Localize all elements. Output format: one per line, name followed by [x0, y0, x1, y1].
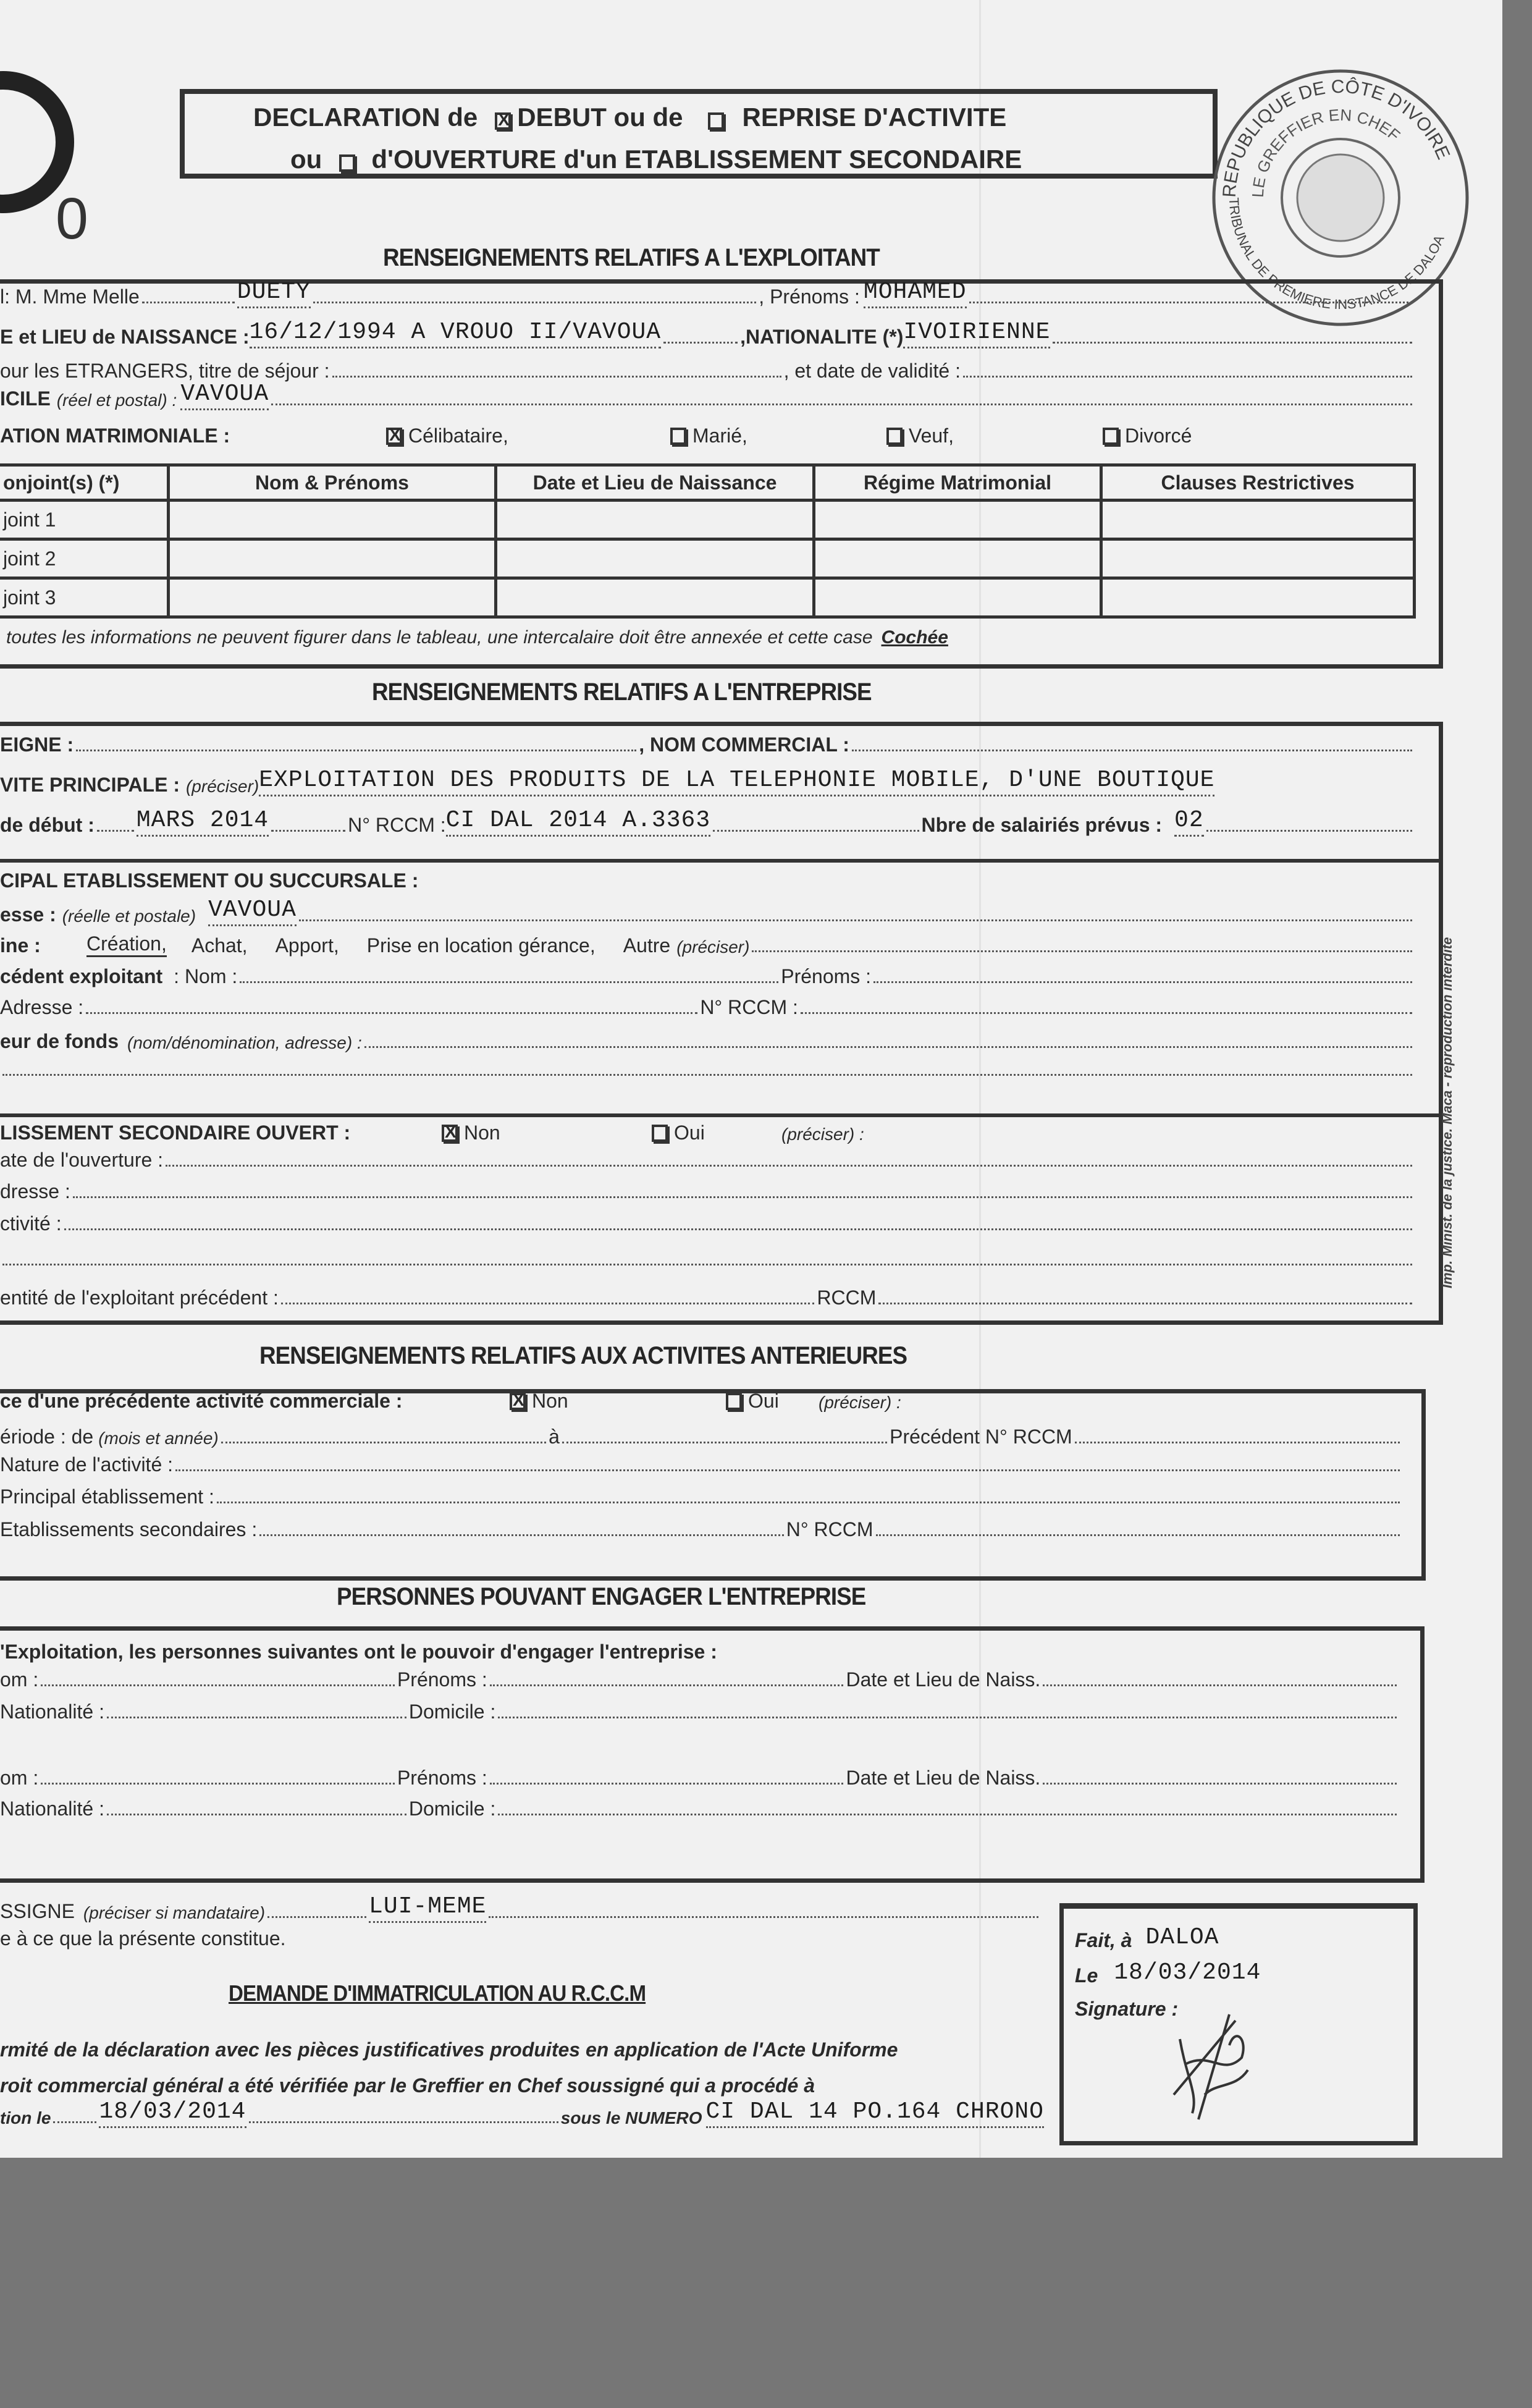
- cell[interactable]: [496, 501, 814, 539]
- precedent-adresse-row: [0, 992, 1415, 1019]
- domicile-hint: (réel et postal) :: [56, 391, 177, 410]
- ou-label: ou: [290, 145, 322, 174]
- ant-secondaires-label: Etablissements secondaires :: [0, 1518, 258, 1540]
- le-label: Le: [1075, 1964, 1098, 1987]
- personne-2-row: [0, 1762, 1399, 1789]
- activite-hint: (préciser): [185, 777, 259, 796]
- soussigne-row: [0, 1893, 1041, 1923]
- prenoms-label: Prénoms :: [397, 1668, 487, 1691]
- cell[interactable]: [169, 501, 496, 539]
- option-label: Veuf,: [909, 425, 954, 447]
- secondaire-non[interactable]: [442, 1122, 652, 1144]
- nationalite-label: Nationalité :: [0, 1700, 104, 1723]
- soussigne-value[interactable]: LUI-MEME: [369, 1893, 486, 1923]
- table-row: [0, 501, 1415, 539]
- rccm-value[interactable]: CI DAL 2014 A.3363: [446, 807, 710, 837]
- periode-a-field[interactable]: [562, 1442, 887, 1443]
- table-row: [0, 578, 1415, 617]
- enseigne-field[interactable]: [76, 750, 636, 751]
- table-note: [6, 621, 948, 648]
- ant-principal-field[interactable]: [217, 1502, 1400, 1503]
- row-label: joint 1: [0, 501, 169, 539]
- ouverture-label: d'OUVERTURE d'un ETABLISSEMENT SECONDAIRE: [371, 145, 1022, 174]
- prenoms-field[interactable]: [490, 1684, 844, 1686]
- le-row: [1075, 1960, 1261, 1987]
- fonds-label: eur de fonds: [0, 1030, 119, 1052]
- signature-label: Signature :: [1075, 1998, 1179, 2020]
- activite-label: VITE PRINCIPALE :: [0, 774, 180, 796]
- ant-rccm-label: N° RCCM: [786, 1518, 873, 1540]
- origine-apport[interactable]: Apport,: [275, 934, 339, 957]
- sec-activite-label: ctivité :: [0, 1212, 62, 1235]
- sec-blank-field[interactable]: [2, 1264, 1412, 1265]
- note-text: toutes les informations ne peuvent figurer dans le tableau, une intercalaire doit être annexée et cette case: [6, 627, 873, 648]
- secondaire-label: LISSEMENT SECONDAIRE OUVERT :: [0, 1122, 351, 1144]
- naissance-row: [0, 321, 1415, 349]
- etrangers-label: our les ETRANGERS, titre de séjour :: [0, 360, 330, 382]
- checkbox[interactable]: [670, 428, 686, 445]
- etrangers-row: [0, 355, 1415, 382]
- leader: [489, 1916, 1038, 1918]
- precedent-rccm-field[interactable]: [1075, 1442, 1400, 1443]
- debut-value[interactable]: MARS 2014: [137, 807, 269, 837]
- titre-sejour-field[interactable]: [332, 376, 781, 378]
- checkbox[interactable]: [726, 1393, 742, 1410]
- demande-line-2: roit commercial général a été vérifiée par le Greffier en Chef soussigné qui a procédé à: [0, 2074, 815, 2097]
- checkbox[interactable]: [652, 1125, 668, 1142]
- identite-rccm-field[interactable]: [878, 1303, 1412, 1304]
- precedent-label: cédent exploitant: [0, 965, 163, 987]
- cell[interactable]: [169, 578, 496, 617]
- option-marie[interactable]: [670, 425, 886, 447]
- leader: [313, 302, 756, 303]
- salaries-label: Nbre de salairiés prévus :: [921, 814, 1163, 836]
- activite-row: [0, 769, 1502, 796]
- identite-rccm-label: RCCM: [817, 1286, 877, 1309]
- demande-line-3: [0, 2098, 1044, 2128]
- ouverture-checkbox[interactable]: [339, 154, 355, 172]
- periode-hint: (mois et année): [98, 1429, 219, 1448]
- cell[interactable]: [1101, 578, 1415, 617]
- adresse-hint: (réelle et postale): [62, 906, 196, 926]
- demande-numero-label: sous le NUMERO: [560, 2108, 702, 2127]
- ant-principal-label: Principal établissement :: [0, 1485, 214, 1508]
- ouverture-row: [0, 1144, 1415, 1172]
- ant-principal-row: [0, 1481, 1402, 1508]
- precedente-row: [0, 1385, 1402, 1413]
- handwritten-signature: [1161, 2002, 1273, 2126]
- ouverture-label: ate de l'ouverture :: [0, 1149, 164, 1171]
- checkbox[interactable]: [1103, 428, 1119, 445]
- demande-title: DEMANDE D'IMMATRICULATION AU R.C.C.M: [229, 1980, 646, 2006]
- domicile-label: ICILE: [0, 387, 51, 410]
- section-title-anterieures: RENSEIGNEMENTS RELATIFS AUX ACTIVITES ANTERIEURES: [259, 1342, 907, 1369]
- debut-checkbox[interactable]: [495, 112, 511, 130]
- nature-label: Nature de l'activité :: [0, 1453, 174, 1476]
- validite-field[interactable]: [963, 376, 1412, 378]
- option-label: Divorcé: [1125, 425, 1192, 447]
- adresse-row: [0, 899, 1415, 926]
- demande-numero-value[interactable]: CI DAL 14 PO.164 CHRONO: [706, 2098, 1045, 2128]
- autre-field[interactable]: [752, 950, 1412, 952]
- option-label: Non: [532, 1390, 568, 1412]
- section-title-entreprise: RENSEIGNEMENTS RELATIFS A L'ENTREPRISE: [372, 678, 872, 706]
- precedent-nom-field[interactable]: [240, 981, 778, 983]
- leader: [142, 302, 235, 303]
- naiss-label: Date et Lieu de Naiss.: [846, 1668, 1041, 1691]
- origine-row: [0, 930, 1415, 957]
- fait-value[interactable]: DALOA: [1145, 1924, 1219, 1951]
- col-header: Nom & Prénoms: [169, 465, 496, 501]
- personne-2-row-2: [0, 1793, 1399, 1820]
- secondaire-row: [0, 1117, 1415, 1144]
- nationalite-label: ,NATIONALITE (*): [740, 326, 904, 348]
- ant-secondaires-row: [0, 1514, 1402, 1541]
- secondaire-oui[interactable]: [652, 1122, 781, 1144]
- nature-row: [0, 1449, 1402, 1476]
- demande-date-label: tion le: [0, 2108, 51, 2127]
- cell[interactable]: [1101, 539, 1415, 578]
- fonds-field[interactable]: [364, 1046, 1412, 1048]
- salaries-value[interactable]: 02: [1174, 807, 1204, 837]
- cell[interactable]: [496, 539, 814, 578]
- leader: [1053, 342, 1412, 344]
- adresse-value[interactable]: VAVOUA: [208, 897, 297, 926]
- adresse-label: esse :: [0, 903, 56, 926]
- enseigne-label: EIGNE :: [0, 733, 74, 756]
- matrimoniale-label: ATION MATRIMONIALE :: [0, 425, 230, 447]
- periode-de-field[interactable]: [221, 1442, 546, 1443]
- declaration-label: DECLARATION de: [253, 103, 478, 132]
- rccm-label: N° RCCM :: [348, 814, 446, 836]
- nom-commercial-label: , NOM COMMERCIAL :: [639, 733, 849, 756]
- cell[interactable]: [814, 578, 1101, 617]
- origine-location-gerance[interactable]: Prise en location gérance,: [366, 934, 596, 957]
- precedent-prenoms-label: Prénoms :: [781, 965, 872, 987]
- option-celibataire[interactable]: [386, 425, 670, 447]
- nom-label: om :: [0, 1668, 39, 1691]
- fonds-hint: (nom/dénomination, adresse) :: [127, 1033, 362, 1052]
- option-veuf[interactable]: [886, 425, 1103, 447]
- leader: [271, 403, 1412, 405]
- nom-commercial-field[interactable]: [852, 750, 1412, 751]
- ant-secondaires-field[interactable]: [259, 1534, 784, 1536]
- soussigne-hint: (préciser si mandataire): [83, 1903, 266, 1922]
- margin-number: 0: [56, 186, 88, 251]
- option-divorce[interactable]: [1103, 425, 1192, 447]
- checkbox[interactable]: [510, 1393, 526, 1410]
- declaration-line-2: [290, 140, 1022, 174]
- precedent-rccm-label: Précédent N° RCCM: [890, 1426, 1072, 1448]
- domicile-field[interactable]: [498, 1814, 1397, 1815]
- identite-label: entité de l'exploitant précédent :: [0, 1286, 279, 1309]
- section-title-exploitant: RENSEIGNEMENTS RELATIFS A L'EXPLOITANT: [383, 244, 880, 271]
- precedente-oui[interactable]: [726, 1390, 819, 1413]
- periode-row: [0, 1421, 1402, 1448]
- origine-achat[interactable]: Achat,: [191, 934, 248, 957]
- validite-label: , et date de validité :: [783, 360, 961, 382]
- col-header: onjoint(s) (*): [0, 465, 169, 501]
- col-header: Régime Matrimonial: [814, 465, 1101, 501]
- fonds-field-2[interactable]: [2, 1074, 1412, 1076]
- precedent-row: [0, 961, 1415, 988]
- precedent-rccm-field[interactable]: [801, 1012, 1412, 1014]
- nationalite-field[interactable]: [107, 1814, 406, 1815]
- precedent-adresse-field[interactable]: [86, 1012, 697, 1014]
- le-value[interactable]: 18/03/2014: [1114, 1959, 1261, 1986]
- stamp-top-text: REPUBLIQUE DE CÔTE D'IVOIRE: [1219, 76, 1454, 198]
- conjoints-table: [0, 463, 1416, 619]
- nom-value[interactable]: DUETY: [237, 279, 311, 308]
- fonds-row-2: [0, 1054, 1415, 1081]
- option-label: Oui: [748, 1390, 779, 1412]
- demande-line-1: rmité de la déclaration avec les pièces justificatives produites en application de l'Acte Uniforme: [0, 2038, 898, 2061]
- reprise-label: REPRISE D'ACTIVITE: [742, 103, 1007, 132]
- personne-1-row: [0, 1664, 1399, 1691]
- principal-heading: CIPAL ETABLISSEMENT OU SUCCURSALE :: [0, 869, 419, 892]
- precedente-label: ce d'une précédente activité commerciale :: [0, 1390, 403, 1412]
- nationalite-value[interactable]: IVOIRIENNE: [903, 319, 1050, 349]
- debut-label: de début :: [0, 814, 95, 836]
- option-label: Non: [464, 1122, 500, 1144]
- leader: [271, 830, 345, 832]
- demande-date-value[interactable]: 18/03/2014: [99, 2098, 246, 2128]
- divider: [0, 859, 1443, 863]
- precedent-adresse-label: Adresse :: [0, 996, 84, 1018]
- periode-label: ériode : de: [0, 1426, 94, 1448]
- leader: [969, 302, 1412, 303]
- prenoms-field[interactable]: [490, 1783, 844, 1785]
- cochee-link[interactable]: Cochée: [881, 627, 948, 648]
- stamp-bottom-text: TRIBUNAL DE PREMIERE INSTANCE DE DALOA: [1226, 197, 1447, 313]
- leader: [1206, 830, 1412, 832]
- sec-activite-field[interactable]: [64, 1228, 1412, 1230]
- soussigne-label: SSIGNE: [0, 1900, 75, 1922]
- sec-adresse-field[interactable]: [73, 1196, 1412, 1198]
- debut-label: DEBUT ou de: [517, 103, 683, 132]
- sec-adresse-label: dresse :: [0, 1180, 70, 1202]
- ant-rccm-field[interactable]: [876, 1534, 1400, 1536]
- option-label: Célibataire,: [408, 425, 508, 447]
- checkbox[interactable]: [386, 428, 402, 445]
- leader: [299, 919, 1412, 921]
- identite-row: [0, 1282, 1415, 1309]
- prenoms-label: , Prénoms :: [759, 285, 860, 308]
- declaration-line-1: [253, 98, 1006, 132]
- origine-autre[interactable]: Autre: [623, 934, 671, 957]
- precedente-hint: (préciser) :: [819, 1393, 901, 1412]
- printer-side-text: Imp. Minist. de la justice. Maca - reproduction interdite: [1439, 937, 1455, 1288]
- leader: [249, 2121, 558, 2123]
- debut-row: [0, 809, 1415, 837]
- table-row: [0, 539, 1415, 578]
- naiss-field[interactable]: [1043, 1684, 1397, 1686]
- sec-activite-row: [0, 1208, 1415, 1235]
- nom-field[interactable]: [41, 1684, 395, 1686]
- activite-value[interactable]: EXPLOITATION DES PRODUITS DE LA TELEPHONIE MOBILE, D'UNE BOUTIQUE: [259, 767, 1214, 796]
- precedent-prenoms-field[interactable]: [873, 981, 1412, 983]
- nature-field[interactable]: [175, 1469, 1400, 1471]
- cell[interactable]: [814, 501, 1101, 539]
- leader: [53, 2121, 96, 2123]
- matrimoniale-row: [0, 420, 1415, 447]
- a-label: à: [549, 1426, 560, 1448]
- stamp-center-text: LE GREFFIER EN CHEF: [1248, 105, 1404, 198]
- cell[interactable]: [1101, 501, 1415, 539]
- precedent-rccm-label: N° RCCM :: [700, 996, 798, 1018]
- checkbox[interactable]: [886, 428, 903, 445]
- section-title-personnes: PERSONNES POUVANT ENGAGER L'ENTREPRISE: [337, 1583, 866, 1610]
- prenoms-label: Prénoms :: [397, 1767, 487, 1789]
- origine-creation[interactable]: Création,: [86, 932, 167, 957]
- option-label: Marié,: [692, 425, 747, 447]
- personne-1-row-2: [0, 1696, 1399, 1723]
- cell[interactable]: [496, 578, 814, 617]
- personnes-intro: 'Exploitation, les personnes suivantes ont le pouvoir d'engager l'entreprise :: [0, 1641, 717, 1663]
- row-label: joint 2: [0, 539, 169, 578]
- enseigne-row: [0, 729, 1415, 756]
- domicile-value[interactable]: VAVOUA: [180, 381, 269, 410]
- nationalite-field[interactable]: [107, 1717, 406, 1718]
- naissance-label: E et LIEU de NAISSANCE :: [0, 326, 250, 348]
- option-label: Oui: [674, 1122, 705, 1144]
- leader: [713, 830, 919, 832]
- ouverture-field[interactable]: [166, 1165, 1412, 1167]
- domicile-field[interactable]: [498, 1717, 1397, 1718]
- row-label: joint 3: [0, 578, 169, 617]
- domicile-label: Domicile :: [408, 1798, 496, 1820]
- identite-field[interactable]: [281, 1303, 815, 1304]
- domicile-label: Domicile :: [408, 1700, 496, 1723]
- prenoms-value[interactable]: MOHAMED: [864, 279, 967, 308]
- naiss-label: Date et Lieu de Naiss.: [846, 1767, 1041, 1789]
- nom-label: l: M. Mme Melle: [0, 285, 140, 308]
- sec-blank-row: [0, 1243, 1415, 1270]
- secondaire-hint: (préciser) :: [781, 1125, 864, 1144]
- fait-row: [1075, 1925, 1219, 1952]
- cell[interactable]: [169, 539, 496, 578]
- naissance-value[interactable]: 16/12/1994 A VROUO II/VAVOUA: [250, 319, 662, 349]
- cell[interactable]: [814, 539, 1101, 578]
- table-header-row: [0, 465, 1415, 501]
- origine-hint: (préciser): [676, 937, 750, 957]
- fait-label: Fait, à: [1075, 1929, 1132, 1951]
- domicile-row: [0, 383, 1415, 410]
- col-header: Clauses Restrictives: [1101, 465, 1415, 501]
- sec-adresse-row: [0, 1176, 1415, 1203]
- soussigne-line-2: e à ce que la présente constitue.: [0, 1927, 286, 1950]
- leader: [663, 342, 738, 344]
- precedent-nom-label: : Nom :: [174, 965, 238, 987]
- origine-label: ine :: [0, 934, 41, 957]
- nom-row: [0, 281, 1415, 308]
- nom-label: om :: [0, 1767, 39, 1789]
- nationalite-label: Nationalité :: [0, 1798, 104, 1820]
- nom-field[interactable]: [41, 1783, 395, 1785]
- fonds-row: [0, 1026, 1415, 1053]
- precedente-non[interactable]: [510, 1390, 726, 1413]
- leader: [97, 830, 134, 832]
- leader: [267, 1916, 366, 1918]
- reprise-checkbox[interactable]: [708, 112, 724, 130]
- checkbox[interactable]: [442, 1125, 458, 1142]
- naiss-field[interactable]: [1043, 1783, 1397, 1785]
- col-header: Date et Lieu de Naissance: [496, 465, 814, 501]
